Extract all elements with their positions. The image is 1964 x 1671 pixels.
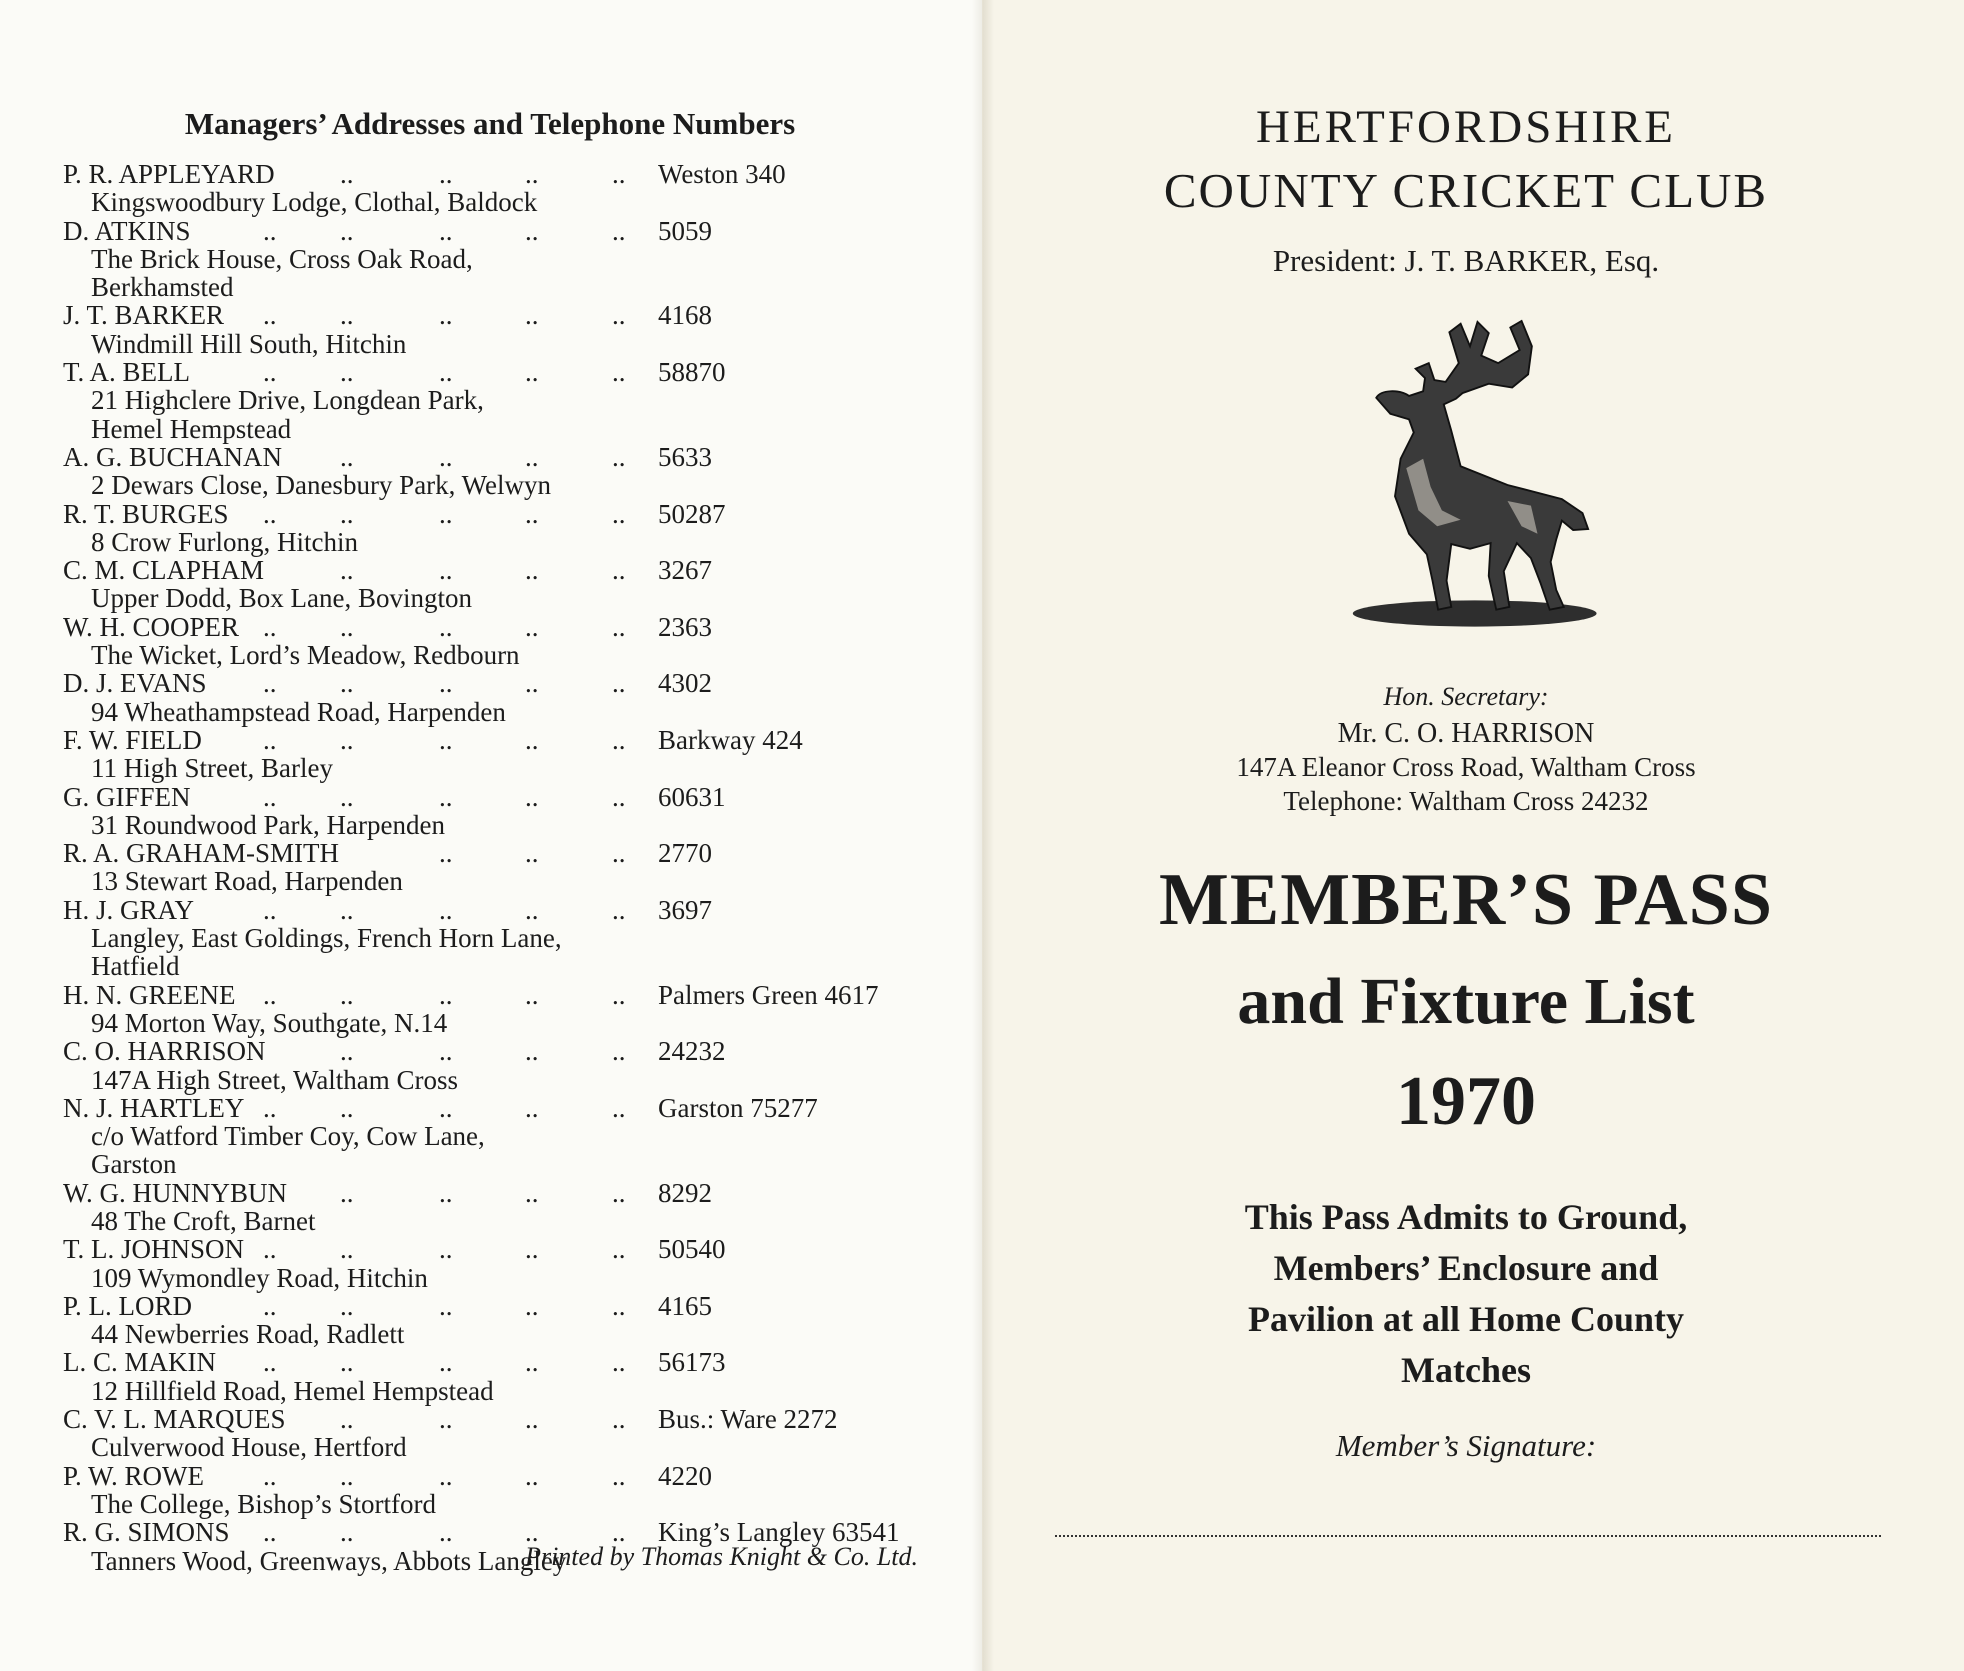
dot-leader: .. xyxy=(525,1036,539,1067)
dot-leader: .. xyxy=(439,1347,453,1378)
dot-leader: .. xyxy=(612,555,626,586)
dot-leader: .. xyxy=(525,441,539,472)
manager-name: A. G. BUCHANAN xyxy=(63,441,283,472)
manager-name: G. GIFFEN xyxy=(63,781,191,812)
dot-leader: .. xyxy=(439,215,453,246)
dot-leader: .. xyxy=(612,498,626,529)
dot-leader: .. xyxy=(439,1036,453,1067)
dot-leader: .. xyxy=(340,1092,354,1123)
dot-leader: .. xyxy=(525,1517,539,1548)
dot-leader: .. xyxy=(263,1092,277,1123)
dot-leader: .. xyxy=(525,1460,539,1491)
manager-address: Langley, East Goldings, French Horn Lane, xyxy=(91,923,562,954)
manager-name: H. J. GRAY xyxy=(63,894,195,925)
manager-name: C. O. HARRISON xyxy=(63,1036,266,1067)
manager-entry xyxy=(63,981,943,1038)
dot-leader: .. xyxy=(525,1177,539,1208)
manager-address: The Wicket, Lord’s Meadow, Redbourn xyxy=(91,640,520,671)
dot-leader: .. xyxy=(612,1347,626,1378)
manager-name: P. W. ROWE xyxy=(63,1460,205,1491)
manager-name: D. ATKINS xyxy=(63,215,191,246)
dot-leader: .. xyxy=(263,1290,277,1321)
dot-leader: .. xyxy=(612,300,626,331)
manager-phone: Palmers Green 4617 xyxy=(658,979,879,1010)
dot-leader: .. xyxy=(340,1460,354,1491)
manager-phone: Weston 340 xyxy=(658,159,786,189)
dot-leader: .. xyxy=(525,1290,539,1321)
manager-entry xyxy=(63,1235,943,1292)
dot-leader: .. xyxy=(525,838,539,869)
manager-address: 11 High Street, Barley xyxy=(91,753,333,784)
manager-entry xyxy=(63,500,943,557)
dot-leader: .. xyxy=(340,1290,354,1321)
manager-phone: 2363 xyxy=(658,611,712,642)
dot-leader: .. xyxy=(612,1404,626,1435)
signature-label: Member’s Signature: xyxy=(1335,1428,1597,1463)
secretary-address: 147A Eleanor Cross Road, Waltham Cross xyxy=(1236,752,1696,782)
manager-entry xyxy=(63,1292,943,1349)
admission-line: Members’ Enclosure and xyxy=(1273,1248,1659,1288)
dot-leader: .. xyxy=(612,357,626,388)
dot-leader: .. xyxy=(263,894,277,925)
secretary-telephone: Telephone: Waltham Cross 24232 xyxy=(1283,786,1649,816)
manager-address: Upper Dodd, Box Lane, Bovington xyxy=(91,583,472,614)
dot-leader: .. xyxy=(263,781,277,812)
dot-leader: .. xyxy=(439,668,453,699)
dot-leader: .. xyxy=(525,781,539,812)
manager-name: P. L. LORD xyxy=(63,1290,193,1321)
dot-leader: .. xyxy=(525,498,539,529)
dot-leader: .. xyxy=(439,1177,453,1208)
manager-phone: King’s Langley 63541 xyxy=(658,1517,900,1548)
manager-name-row xyxy=(63,556,943,584)
dot-leader: .. xyxy=(612,979,626,1010)
manager-phone: 4302 xyxy=(658,668,712,699)
dot-leader: .. xyxy=(439,894,453,925)
manager-name-row xyxy=(63,301,943,329)
dot-leader: .. xyxy=(439,1290,453,1321)
dot-leader: .. xyxy=(263,1517,277,1548)
manager-phone: 5059 xyxy=(658,215,712,246)
manager-name: R. T. BURGES xyxy=(63,498,229,529)
dot-leader: .. xyxy=(439,159,453,189)
club-name-line1: HERTFORDSHIRE xyxy=(1255,101,1677,153)
manager-address: 109 Wymondley Road, Hitchin xyxy=(91,1262,428,1293)
manager-address: Hemel Hempstead xyxy=(91,413,292,444)
manager-phone: Barkway 424 xyxy=(658,724,803,755)
stag-body xyxy=(1376,321,1588,610)
dot-leader: .. xyxy=(525,300,539,331)
manager-name-row xyxy=(63,839,943,867)
manager-entry xyxy=(63,1037,943,1094)
dot-leader: .. xyxy=(525,668,539,699)
manager-name: P. R. APPLEYARD xyxy=(63,159,275,189)
manager-name: H. N. GREENE xyxy=(63,979,236,1010)
dot-leader: .. xyxy=(263,668,277,699)
dot-leader: .. xyxy=(525,1234,539,1265)
manager-entry xyxy=(63,613,943,670)
dot-leader: .. xyxy=(612,159,626,189)
manager-name-row xyxy=(63,500,943,528)
manager-phone: 58870 xyxy=(658,357,726,388)
dot-leader: .. xyxy=(340,1517,354,1548)
manager-entry xyxy=(63,217,943,302)
dot-leader: .. xyxy=(439,1234,453,1265)
manager-entry xyxy=(63,839,943,896)
dot-leader: .. xyxy=(525,1347,539,1378)
dot-leader: .. xyxy=(263,979,277,1010)
manager-address: 8 Crow Furlong, Hitchin xyxy=(91,526,358,557)
manager-phone: 4168 xyxy=(658,300,712,331)
manager-phone: 5633 xyxy=(658,441,712,472)
admission-line: Matches xyxy=(1401,1350,1531,1390)
dot-leader: .. xyxy=(439,357,453,388)
dot-leader: .. xyxy=(612,1177,626,1208)
dot-leader: .. xyxy=(525,1092,539,1123)
manager-phone: 56173 xyxy=(658,1347,726,1378)
dot-leader: .. xyxy=(439,1404,453,1435)
manager-name-row xyxy=(63,443,943,471)
dot-leader: .. xyxy=(612,1092,626,1123)
manager-name-row xyxy=(63,1292,943,1320)
manager-phone: 50287 xyxy=(658,498,726,529)
dot-leader: .. xyxy=(612,215,626,246)
dot-leader: .. xyxy=(340,894,354,925)
manager-name-row xyxy=(63,358,943,386)
signature-line[interactable] xyxy=(1055,1535,1881,1537)
manager-name: T. L. JOHNSON xyxy=(63,1234,244,1265)
manager-name-row xyxy=(63,1179,943,1207)
dot-leader: .. xyxy=(612,1234,626,1265)
manager-name: R. G. SIMONS xyxy=(63,1517,230,1548)
managers-list xyxy=(63,160,943,1575)
dot-leader: .. xyxy=(525,979,539,1010)
dot-leader: .. xyxy=(612,1290,626,1321)
dot-leader: .. xyxy=(612,894,626,925)
dot-leader: .. xyxy=(612,1036,626,1067)
manager-name-row xyxy=(63,783,943,811)
dot-leader: .. xyxy=(263,357,277,388)
dot-leader: .. xyxy=(439,838,453,869)
manager-entry xyxy=(63,1179,943,1236)
dot-leader: .. xyxy=(340,668,354,699)
dot-leader: .. xyxy=(439,300,453,331)
dot-leader: .. xyxy=(612,838,626,869)
dot-leader: .. xyxy=(439,979,453,1010)
manager-entry xyxy=(63,301,943,358)
dot-leader: .. xyxy=(263,724,277,755)
manager-address: 12 Hillfield Road, Hemel Hempstead xyxy=(91,1375,494,1406)
dot-leader: .. xyxy=(612,781,626,812)
manager-phone: 24232 xyxy=(658,1036,726,1067)
manager-address: Culverwood House, Hertford xyxy=(91,1432,407,1463)
manager-name: F. W. FIELD xyxy=(63,724,202,755)
dot-leader: .. xyxy=(340,611,354,642)
dot-leader: .. xyxy=(263,1347,277,1378)
manager-phone: Bus.: Ware 2272 xyxy=(658,1404,838,1435)
manager-name-row xyxy=(63,669,943,697)
dot-leader: .. xyxy=(340,724,354,755)
dot-leader: .. xyxy=(340,300,354,331)
manager-name-row xyxy=(63,1235,943,1263)
secretary-label: Hon. Secretary: xyxy=(1383,682,1549,711)
manager-address: 94 Morton Way, Southgate, N.14 xyxy=(91,1007,448,1038)
manager-address: Garston xyxy=(91,1149,177,1180)
dot-leader: .. xyxy=(263,498,277,529)
dot-leader: .. xyxy=(263,1460,277,1491)
dot-leader: .. xyxy=(263,1234,277,1265)
dot-leader: .. xyxy=(525,611,539,642)
manager-name: T. A. BELL xyxy=(63,357,190,388)
dot-leader: .. xyxy=(263,215,277,246)
manager-name: R. A. GRAHAM-SMITH xyxy=(63,838,340,869)
manager-entry xyxy=(63,358,943,443)
manager-address: 94 Wheathampstead Road, Harpenden xyxy=(91,696,506,727)
stag-emblem-icon xyxy=(1320,305,1620,650)
manager-entry xyxy=(63,556,943,613)
dot-leader: .. xyxy=(439,441,453,472)
dot-leader: .. xyxy=(525,894,539,925)
dot-leader: .. xyxy=(439,1092,453,1123)
manager-entry xyxy=(63,443,943,500)
dot-leader: .. xyxy=(340,498,354,529)
manager-name-row xyxy=(63,1348,943,1376)
dot-leader: .. xyxy=(340,555,354,586)
admission-text xyxy=(1090,1192,1842,1396)
manager-name: N. J. HARTLEY xyxy=(63,1092,245,1123)
manager-entry xyxy=(63,726,943,783)
dot-leader: .. xyxy=(612,441,626,472)
secretary-name: Mr. C. O. HARRISON xyxy=(1337,718,1595,749)
manager-phone: 50540 xyxy=(658,1234,726,1265)
dot-leader: .. xyxy=(525,215,539,246)
manager-name: J. T. BARKER xyxy=(63,300,225,331)
manager-address: 21 Highclere Drive, Longdean Park, xyxy=(91,385,484,416)
dot-leader: .. xyxy=(439,1517,453,1548)
manager-entry xyxy=(63,669,943,726)
manager-address: c/o Watford Timber Coy, Cow Lane, xyxy=(91,1121,485,1152)
dot-leader: .. xyxy=(612,724,626,755)
manager-address: 2 Dewars Close, Danesbury Park, Welwyn xyxy=(91,470,551,501)
manager-name-row xyxy=(63,1037,943,1065)
dot-leader: .. xyxy=(340,1404,354,1435)
manager-address: Windmill Hill South, Hitchin xyxy=(91,328,407,359)
manager-address: Berkhamsted xyxy=(91,272,234,303)
dot-leader: .. xyxy=(340,1036,354,1067)
dot-leader: .. xyxy=(525,724,539,755)
dot-leader: .. xyxy=(439,611,453,642)
dot-leader: .. xyxy=(525,357,539,388)
admission-line: Pavilion at all Home County xyxy=(1247,1299,1684,1339)
president-line: President: J. T. BARKER, Esq. xyxy=(1272,243,1660,278)
dot-leader: .. xyxy=(439,781,453,812)
manager-name-row xyxy=(63,1405,943,1433)
dot-leader: .. xyxy=(612,668,626,699)
manager-name-row xyxy=(63,1094,943,1122)
dot-leader: .. xyxy=(340,781,354,812)
managers-heading: Managers’ Addresses and Telephone Numbers xyxy=(184,106,796,141)
dot-leader: .. xyxy=(439,555,453,586)
manager-address: 31 Roundwood Park, Harpenden xyxy=(91,809,445,840)
manager-name-row xyxy=(63,726,943,754)
manager-name-row xyxy=(63,160,943,188)
manager-entry xyxy=(63,1348,943,1405)
manager-phone: 2770 xyxy=(658,838,712,869)
manager-address: 147A High Street, Waltham Cross xyxy=(91,1064,459,1095)
manager-address: The College, Bishop’s Stortford xyxy=(91,1488,436,1519)
manager-name: D. J. EVANS xyxy=(63,668,207,699)
dot-leader: .. xyxy=(340,979,354,1010)
manager-name: W. H. COOPER xyxy=(63,611,240,642)
dot-leader: .. xyxy=(340,159,354,189)
dot-leader: .. xyxy=(525,159,539,189)
dot-leader: .. xyxy=(263,300,277,331)
manager-address: 13 Stewart Road, Harpenden xyxy=(91,866,403,897)
manager-phone: 4165 xyxy=(658,1290,712,1321)
pass-title: MEMBER’S PASS xyxy=(1159,859,1773,941)
manager-entry xyxy=(63,896,943,981)
admission-line: This Pass Admits to Ground, xyxy=(1244,1197,1688,1237)
manager-address: Kingswoodbury Lodge, Clothal, Baldock xyxy=(91,187,538,218)
manager-entry xyxy=(63,1094,943,1179)
dot-leader: .. xyxy=(612,1517,626,1548)
dot-leader: .. xyxy=(439,498,453,529)
manager-phone: Garston 75277 xyxy=(658,1092,818,1123)
manager-address: Tanners Wood, Greenways, Abbots Langley xyxy=(91,1545,567,1576)
dot-leader: .. xyxy=(525,1404,539,1435)
manager-phone: 4220 xyxy=(658,1460,712,1491)
manager-name: W. G. HUNNYBUN xyxy=(63,1177,288,1208)
dot-leader: .. xyxy=(439,1460,453,1491)
manager-phone: 3697 xyxy=(658,894,712,925)
manager-name: C. V. L. MARQUES xyxy=(63,1404,286,1435)
manager-entry xyxy=(63,160,943,217)
manager-entry xyxy=(63,1405,943,1462)
dot-leader: .. xyxy=(525,555,539,586)
manager-name-row xyxy=(63,981,943,1009)
pass-subtitle: and Fixture List xyxy=(1237,965,1695,1038)
manager-name: L. C. MAKIN xyxy=(63,1347,216,1378)
dot-leader: .. xyxy=(340,1177,354,1208)
manager-address: 44 Newberries Road, Radlett xyxy=(91,1319,405,1350)
manager-phone: 3267 xyxy=(658,555,712,586)
manager-name-row xyxy=(63,896,943,924)
dot-leader: .. xyxy=(263,611,277,642)
manager-name-row xyxy=(63,1462,943,1490)
printer-credit: Printed by Thomas Knight & Co. Ltd. xyxy=(525,1542,918,1571)
club-name-line2: COUNTY CRICKET CLUB xyxy=(1163,163,1769,218)
manager-phone: 60631 xyxy=(658,781,726,812)
dot-leader: .. xyxy=(439,724,453,755)
manager-entry xyxy=(63,1462,943,1519)
pass-year: 1970 xyxy=(1396,1063,1536,1140)
manager-entry xyxy=(63,783,943,840)
page-fold xyxy=(972,0,994,1671)
manager-phone: 8292 xyxy=(658,1177,712,1208)
dot-leader: .. xyxy=(340,1234,354,1265)
dot-leader: .. xyxy=(340,357,354,388)
manager-address: The Brick House, Cross Oak Road, xyxy=(91,243,473,274)
dot-leader: .. xyxy=(340,1347,354,1378)
manager-name-row xyxy=(63,613,943,641)
manager-name-row xyxy=(63,217,943,245)
dot-leader: .. xyxy=(340,215,354,246)
manager-address: Hatfield xyxy=(91,951,180,982)
dot-leader: .. xyxy=(340,441,354,472)
manager-address: 48 The Croft, Barnet xyxy=(91,1205,316,1236)
dot-leader: .. xyxy=(612,611,626,642)
manager-name: C. M. CLAPHAM xyxy=(63,555,265,586)
dot-leader: .. xyxy=(612,1460,626,1491)
